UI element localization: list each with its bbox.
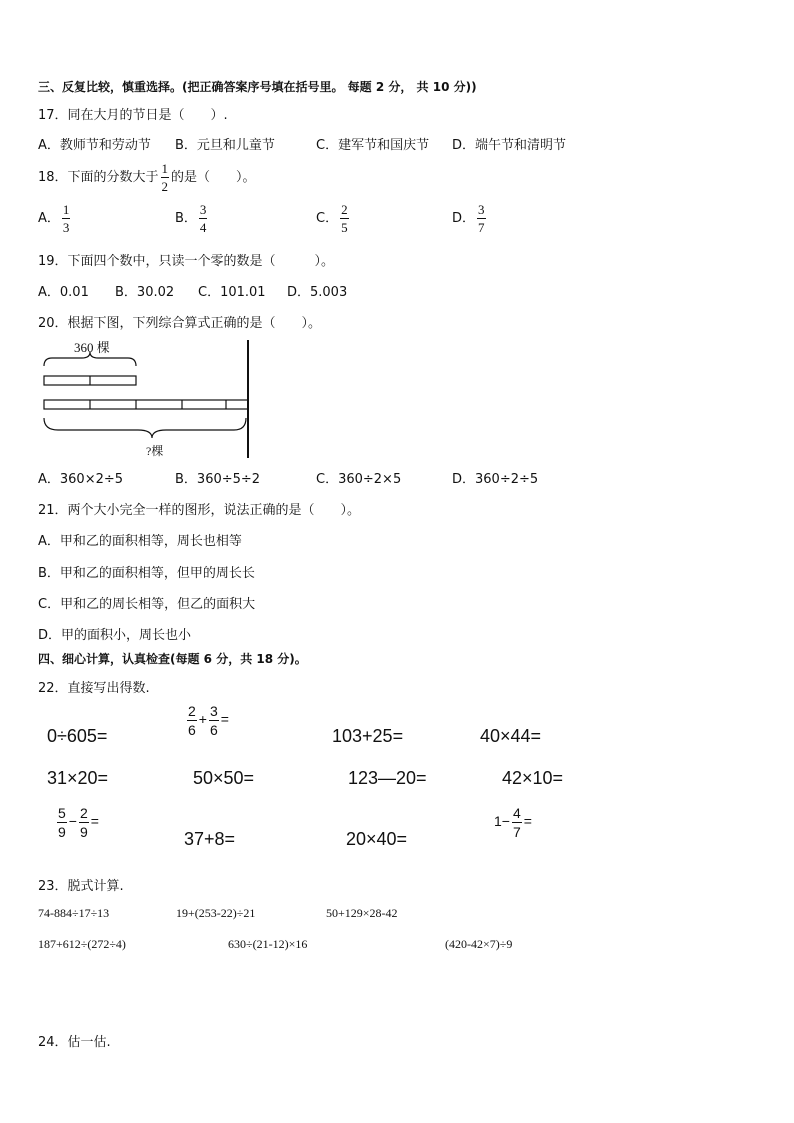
leading-term: 1− [494,813,510,830]
fraction-numerator: 1 [161,161,169,176]
diagram-scan-edge [247,340,249,458]
q23-r2-c2: 630÷(21-12)×16 [228,937,308,951]
fraction-denominator: 2 [161,179,169,194]
bottom-brace [44,418,246,438]
option-fraction [477,203,486,234]
q23-r1-c3: 50+129×28-42 [326,906,398,920]
option-label: B． [175,211,197,226]
q17-stem: 17．同在大月的节日是（ ）. [38,108,228,123]
fraction [512,806,522,839]
q22-r1-c1: 0÷605= [47,726,108,746]
fraction-denominator: 6 [209,722,218,738]
q24-stem: 24．估一估. [38,1035,111,1050]
fraction-denominator: 9 [79,824,88,840]
q17-option-d: D．端午节和清明节 [452,138,567,153]
equals-sign: = [523,813,532,830]
q20-option-a: A．360×2÷5 [38,472,124,487]
q19-option-b: B．30.02 [115,285,175,300]
option-fraction [62,203,71,234]
q20-option-c: C．360÷2×5 [316,472,402,487]
option-label: C． [316,211,339,226]
q18-stem-fraction [161,162,170,193]
fraction-numerator: 1 [62,202,70,217]
fraction [57,806,67,839]
q20-stem: 20．根据下图，下列综合算式正确的是（ ）。 [38,316,322,331]
q18-stem-after: 的是（ ）。 [171,170,256,185]
q19-stem: 19．下面四个数中，只读一个零的数是（ ）。 [38,254,335,269]
fraction-numerator: 2 [79,805,88,821]
section-3-title: 三、反复比较，慎重选择。(把正确答案序号填在括号里。 每题 2 分， 共 10 分)) [38,80,477,94]
operator: − [68,813,77,830]
q18-option-c [316,203,351,234]
q23-r2-c3: (420-42×7)÷9 [445,937,513,951]
q22-r2-c1: 31×20= [47,768,109,788]
q22-r2-c3: 123—20= [348,768,427,788]
fraction [209,704,219,737]
q21-stem: 21．两个大小完全一样的图形，说法正确的是（ ）。 [38,503,361,518]
fraction-numerator: 2 [341,202,348,217]
fraction [187,704,197,737]
option-fraction [199,203,208,234]
q19-option-d: D．5.003 [287,285,348,300]
q20-segment-diagram [38,338,253,460]
bottom-brace-label: ?棵 [146,444,164,458]
q18-option-b [175,203,209,234]
q21-option-c: C．甲和乙的周长相等，但乙的面积大 [38,597,256,612]
section-4-title: 四、细心计算，认真检查(每题 6 分，共 18 分)。 [38,652,307,666]
fraction-denominator: 4 [199,220,207,235]
fraction-numerator: 4 [512,805,521,821]
q22-r3-c3: 20×40= [346,829,408,849]
q22-r3-c2: 37+8= [184,829,236,849]
fraction-denominator: 6 [188,722,196,738]
equals-sign: = [90,813,99,830]
q18-option-a [38,203,72,234]
q20-option-d: D．360÷2÷5 [452,472,539,487]
q21-option-a: A．甲和乙的面积相等，周长也相等 [38,534,242,549]
equals-sign: = [220,711,229,728]
q18-stem [38,162,256,193]
q22-r1-c2 [185,704,229,737]
option-label: D． [452,211,476,226]
q18-stem-before: 18．下面的分数大于 [38,170,159,185]
fraction-denominator: 9 [58,824,66,840]
q23-stem: 23．脱式计算. [38,879,124,894]
q21-option-d: D．甲的面积小，周长也小 [38,628,192,643]
fraction-numerator: 5 [58,805,66,821]
q23-r1-c2: 19+(253-22)÷21 [176,906,256,920]
fraction-numerator: 2 [188,703,196,719]
fraction [79,806,89,839]
q22-r1-c4: 40×44= [480,726,542,746]
q19-option-c: C．101.01 [198,285,266,300]
q22-r3-c1 [55,806,99,839]
fraction-denominator: 5 [341,220,348,235]
q21-option-b: B．甲和乙的面积相等，但甲的周长长 [38,566,255,581]
q20-option-b: B．360÷5÷2 [175,472,261,487]
fraction-numerator: 3 [199,202,207,217]
q22-r2-c4: 42×10= [502,768,564,788]
q17-option-c: C．建军节和国庆节 [316,138,430,153]
q18-option-d [452,203,488,234]
q23-r2-c1: 187+612÷(272÷4) [38,937,126,951]
operator: + [198,711,207,728]
q22-r1-c3: 103+25= [332,726,404,746]
fraction-denominator: 3 [62,220,70,235]
q17-option-a: A．教师节和劳动节 [38,138,151,153]
fraction-denominator: 7 [478,220,485,235]
q22-stem: 22．直接写出得数. [38,681,150,696]
fraction-denominator: 7 [512,824,521,840]
fraction-numerator: 3 [478,202,485,217]
option-fraction [340,203,349,234]
top-brace-label: 360 棵 [74,340,110,355]
q22-r2-c2: 50×50= [193,768,255,788]
option-label: A． [38,211,60,226]
q19-option-a: A．0.01 [38,285,89,300]
q17-option-b: B．元旦和儿童节 [175,138,275,153]
fraction-numerator: 3 [209,703,218,719]
q22-r3-c4 [494,806,532,839]
q23-r1-c1: 74-884÷17÷13 [38,906,110,920]
long-bar [44,400,248,409]
